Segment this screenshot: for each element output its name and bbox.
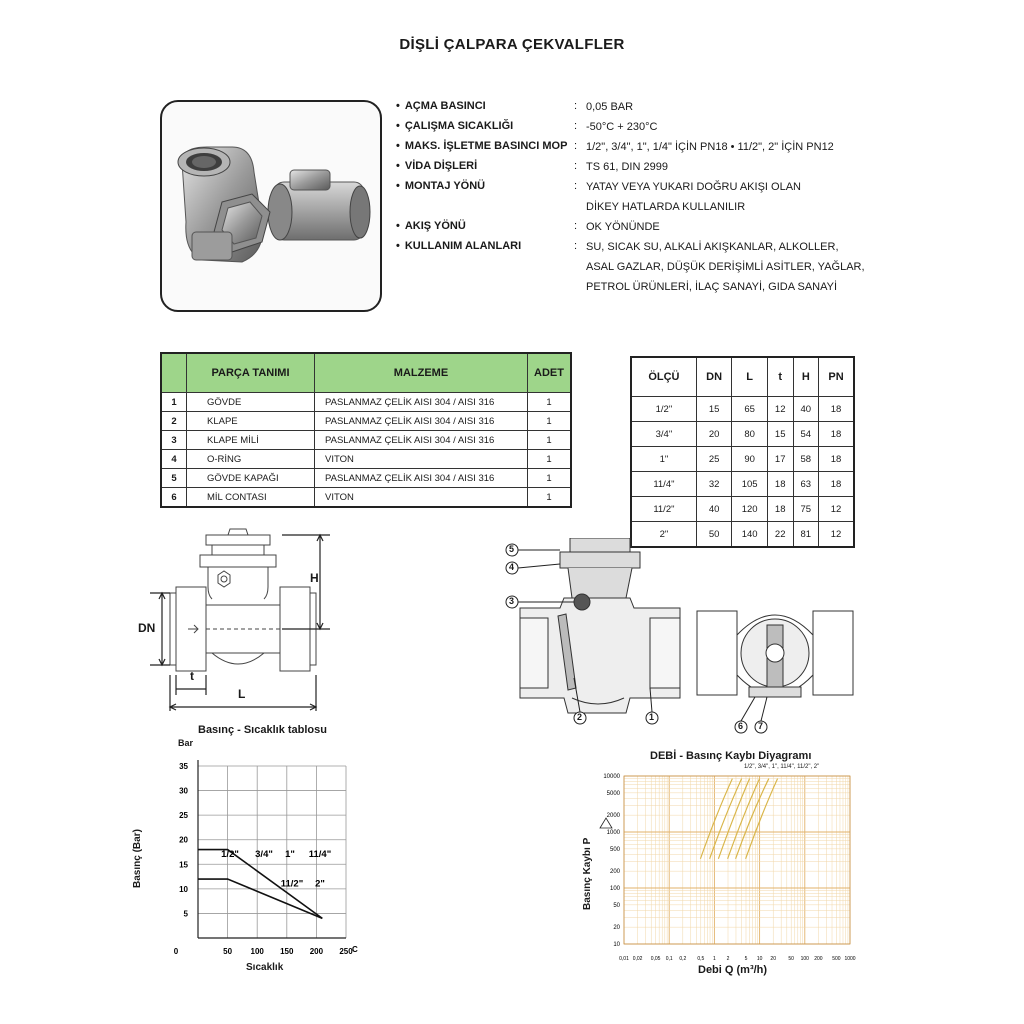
parts-table — [160, 352, 572, 508]
part-name: O-RİNG — [187, 450, 315, 469]
dims-cell: 18 — [767, 472, 793, 497]
part-no: 1 — [161, 393, 187, 412]
dims-cell: 3/4" — [631, 422, 696, 447]
parts-row — [161, 393, 571, 412]
parts-row — [161, 469, 571, 488]
dims-cell: 90 — [732, 447, 768, 472]
part-material: PASLANMAZ ÇELİK AISI 304 / AISI 316 — [315, 412, 528, 431]
dims-cell: 54 — [793, 422, 819, 447]
part-qty: 1 — [528, 412, 572, 431]
dims-header: t — [767, 357, 793, 397]
dims-cell: 1" — [631, 447, 696, 472]
callout-7: 7 — [758, 721, 764, 731]
dims-cell: 25 — [696, 447, 732, 472]
flow-x-tick: 50 — [788, 956, 794, 962]
flow-series-curve — [700, 779, 732, 859]
dims-cell: 11/2" — [631, 497, 696, 522]
part-name: GÖVDE — [187, 393, 315, 412]
pt-curve-label: 3/4" — [255, 848, 273, 860]
flow-plot-frame — [624, 776, 850, 944]
dims-cell: 18 — [767, 497, 793, 522]
spec-value: TS 61, DIN 2999 — [586, 161, 668, 173]
part-material: VITON — [315, 488, 528, 508]
dim-label-dn: DN — [138, 621, 156, 635]
pt-x-tick: 100 — [250, 947, 264, 956]
pt-y-tick: 20 — [179, 835, 188, 845]
callout-5: 5 — [509, 544, 515, 554]
flow-curve-labels: 1/2", 3/4", 1", 11/4", 11/2", 2" — [744, 764, 820, 770]
dims-cell: 75 — [793, 497, 819, 522]
dims-cell: 18 — [819, 422, 854, 447]
part-qty: 1 — [528, 431, 572, 450]
spec-label: • VİDA DİŞLERİ — [396, 160, 477, 172]
part-qty: 1 — [528, 469, 572, 488]
part-no: 3 — [161, 431, 187, 450]
page-title: DİŞLİ ÇALPARA ÇEKVALFLER — [399, 36, 625, 53]
dims-cell: 50 — [696, 522, 732, 548]
parts-header-name: PARÇA TANIMI — [187, 353, 315, 393]
flow-series-curve — [728, 779, 760, 859]
flow-x-tick: 500 — [832, 956, 841, 962]
flow-y-tick: 10000 — [603, 774, 620, 780]
flow-y-tick: 200 — [609, 869, 620, 876]
flow-x-tick: 0,02 — [632, 956, 643, 962]
spec-label: • ÇALIŞMA SICAKLIĞI — [396, 120, 513, 132]
pt-y-tick: 35 — [179, 762, 188, 771]
spec-label: • AKIŞ YÖNÜ — [396, 220, 466, 232]
dims-cell: 40 — [696, 497, 732, 522]
section-drawing — [500, 538, 690, 738]
pt-chart-ylabel: Basınç (Bar) — [132, 829, 143, 888]
part-name: MİL CONTASI — [187, 488, 315, 508]
part-qty: 1 — [528, 488, 572, 508]
flow-x-tick: 0,5 — [697, 956, 705, 962]
dims-header: PN — [819, 357, 854, 397]
pt-curve-label: 1/2" — [221, 848, 239, 860]
pt-curve-label: 2" — [315, 878, 325, 890]
pt-chart-xlabel: Sıcaklık — [246, 962, 284, 973]
flow-x-tick: 100 — [800, 956, 809, 962]
flow-x-tick: 10 — [756, 956, 763, 962]
pt-chart-unit: Bar — [178, 738, 194, 748]
dims-cell: 22 — [767, 522, 793, 548]
dim-label-l: L — [238, 687, 246, 701]
callout-2: 2 — [577, 712, 583, 722]
dims-cell: 32 — [696, 472, 732, 497]
dims-cell: 65 — [732, 397, 768, 422]
spec-value: OK YÖNÜNDE — [586, 221, 660, 233]
dims-row — [631, 447, 854, 472]
pt-x-tick: 150 — [280, 947, 294, 956]
flow-x-tick: 1000 — [844, 956, 856, 962]
pt-chart-svg — [150, 722, 380, 982]
valve-side-drawing — [695, 605, 855, 740]
flow-x-tick: 20 — [770, 956, 776, 962]
dims-row — [631, 472, 854, 497]
pt-chart-title: Basınç - Sıcaklık tablosu — [198, 724, 327, 736]
pt-y-tick: 15 — [179, 860, 188, 870]
parts-row — [161, 488, 571, 508]
dims-cell: 120 — [732, 497, 768, 522]
dimensions-table — [630, 356, 855, 548]
pt-y-tick: 25 — [179, 811, 188, 821]
callout-3: 3 — [509, 596, 515, 606]
check-valve-image — [162, 102, 380, 310]
flow-chart-ylabel: Basınç Kaybı P — [582, 837, 593, 910]
pt-series-line — [198, 879, 322, 918]
dims-cell: 17 — [767, 447, 793, 472]
flow-x-tick: 0,2 — [679, 956, 687, 962]
dims-cell: 11/4" — [631, 472, 696, 497]
part-material: PASLANMAZ ÇELİK AISI 304 / AISI 316 — [315, 431, 528, 450]
spec-value: YATAY VEYA YUKARI DOĞRU AKIŞI OLAN DİKEY HATLARDA KULLANILIR — [586, 181, 801, 213]
pt-x-tick: 0 — [173, 947, 179, 956]
parts-row — [161, 450, 571, 469]
dims-cell: 80 — [732, 422, 768, 447]
pt-curve-label: 1" — [285, 848, 295, 860]
callout-4: 4 — [509, 562, 515, 572]
flow-x-tick: 1 — [713, 956, 716, 962]
pt-x-tick: 250 — [339, 947, 353, 956]
part-name: GÖVDE KAPAĞI — [187, 469, 315, 488]
part-qty: 1 — [528, 393, 572, 412]
dimension-drawing — [140, 525, 350, 725]
pt-x-tick: 50 — [223, 947, 233, 956]
part-no: 2 — [161, 412, 187, 431]
flow-x-tick: 0,1 — [665, 956, 673, 962]
dims-cell: 1/2" — [631, 397, 696, 422]
dims-header: ÖLÇÜ — [631, 357, 696, 397]
dim-label-h: H — [310, 571, 319, 585]
spec-label: • AÇMA BASINCI — [396, 100, 486, 112]
parts-header-no — [161, 353, 187, 393]
parts-header-row — [161, 353, 571, 393]
part-qty: 1 — [528, 450, 572, 469]
flow-chart-svg — [580, 748, 870, 988]
parts-header-material: MALZEME — [315, 353, 528, 393]
part-name: KLAPE — [187, 412, 315, 431]
flow-x-tick: 0,01 — [619, 956, 629, 962]
pt-y-tick: 30 — [179, 786, 188, 796]
part-no: 4 — [161, 450, 187, 469]
dims-row — [631, 422, 854, 447]
dims-cell: 2" — [631, 522, 696, 548]
dims-cell: 15 — [696, 397, 732, 422]
spec-label: • KULLANIM ALANLARI — [396, 240, 521, 252]
flow-y-tick: 2000 — [606, 813, 620, 820]
flow-series-curve — [718, 779, 749, 859]
part-material: PASLANMAZ ÇELİK AISI 304 / AISI 316 — [315, 393, 528, 412]
dims-cell: 18 — [819, 472, 854, 497]
pt-x-unit: C — [352, 945, 358, 954]
dims-cell: 140 — [732, 522, 768, 548]
flow-x-tick: 2 — [726, 956, 730, 962]
spec-value: SU, SICAK SU, ALKALİ AKIŞKANLAR, ALKOLLER, ASAL GAZLAR, DÜŞÜK DERİŞİMLİ ASİTLER, YAĞLAR, PETROL ÜRÜNLERİ, İLAÇ SANAYİ, GIDA SANAYİ — [586, 241, 865, 293]
spec-value: 1/2", 3/4", 1", 1/4" İÇİN PN18 • 11/2", 2" İÇİN PN12 — [586, 141, 834, 153]
dims-cell: 18 — [819, 447, 854, 472]
flow-x-tick: 200 — [814, 956, 823, 962]
pt-x-tick: 200 — [309, 947, 324, 956]
part-material: VITON — [315, 450, 528, 469]
spec-label: • MONTAJ YÖNÜ — [396, 180, 485, 192]
flow-chart-xlabel: Debi Q (m³/h) — [698, 964, 768, 976]
flow-y-tick: 1000 — [606, 830, 620, 836]
part-no: 6 — [161, 488, 187, 508]
parts-header-qty: ADET — [528, 353, 572, 393]
flow-y-tick: 500 — [609, 846, 620, 853]
flow-y-tick: 50 — [613, 902, 620, 909]
callout-1: 1 — [649, 712, 655, 722]
side-view-drawing — [695, 605, 855, 740]
flow-chart-title: DEBİ - Basınç Kaybı Diyagramı — [650, 750, 812, 762]
part-name: KLAPE MİLİ — [187, 431, 315, 450]
dims-cell: 12 — [819, 522, 854, 548]
pt-y-tick: 10 — [179, 884, 188, 894]
dims-cell: 63 — [793, 472, 819, 497]
spec-value: -50°C + 230°C — [586, 121, 658, 133]
dims-cell: 12 — [767, 397, 793, 422]
flow-y-tick: 5000 — [606, 790, 620, 797]
callout-6: 6 — [738, 721, 744, 731]
dims-cell: 58 — [793, 447, 819, 472]
dims-cell: 81 — [793, 522, 819, 548]
dim-label-t: t — [190, 669, 194, 683]
dims-row — [631, 397, 854, 422]
delta-icon — [600, 818, 612, 828]
spec-value: 0,05 BAR — [586, 101, 634, 113]
flow-series-curve — [736, 779, 769, 859]
dims-header: H — [793, 357, 819, 397]
dims-cell: 40 — [793, 397, 819, 422]
parts-row — [161, 412, 571, 431]
pt-curve-label: 11/2" — [280, 878, 304, 890]
parts-row — [161, 431, 571, 450]
dims-cell: 18 — [819, 397, 854, 422]
dims-header: DN — [696, 357, 732, 397]
flow-pressure-chart — [580, 748, 870, 988]
dims-row — [631, 497, 854, 522]
dims-header-row — [631, 357, 854, 397]
valve-section-drawing — [500, 538, 690, 738]
pt-curve-label: 11/4" — [308, 848, 332, 860]
flow-y-tick: 10 — [613, 942, 620, 948]
dims-cell: 12 — [819, 497, 854, 522]
product-photo — [160, 100, 382, 312]
flow-x-tick: 5 — [744, 956, 748, 962]
pressure-temperature-chart — [132, 722, 380, 982]
flow-y-tick: 20 — [613, 925, 620, 932]
spec-label: • MAKS. İŞLETME BASINCI MOP — [396, 140, 567, 152]
part-material: PASLANMAZ ÇELİK AISI 304 / AISI 316 — [315, 469, 528, 488]
flow-x-tick: 0,05 — [650, 956, 661, 962]
dims-header: L — [732, 357, 768, 397]
dims-cell: 105 — [732, 472, 768, 497]
flow-y-tick: 100 — [609, 886, 620, 892]
dims-cell: 15 — [767, 422, 793, 447]
part-no: 5 — [161, 469, 187, 488]
dims-cell: 20 — [696, 422, 732, 447]
pt-y-tick: 5 — [183, 909, 188, 919]
